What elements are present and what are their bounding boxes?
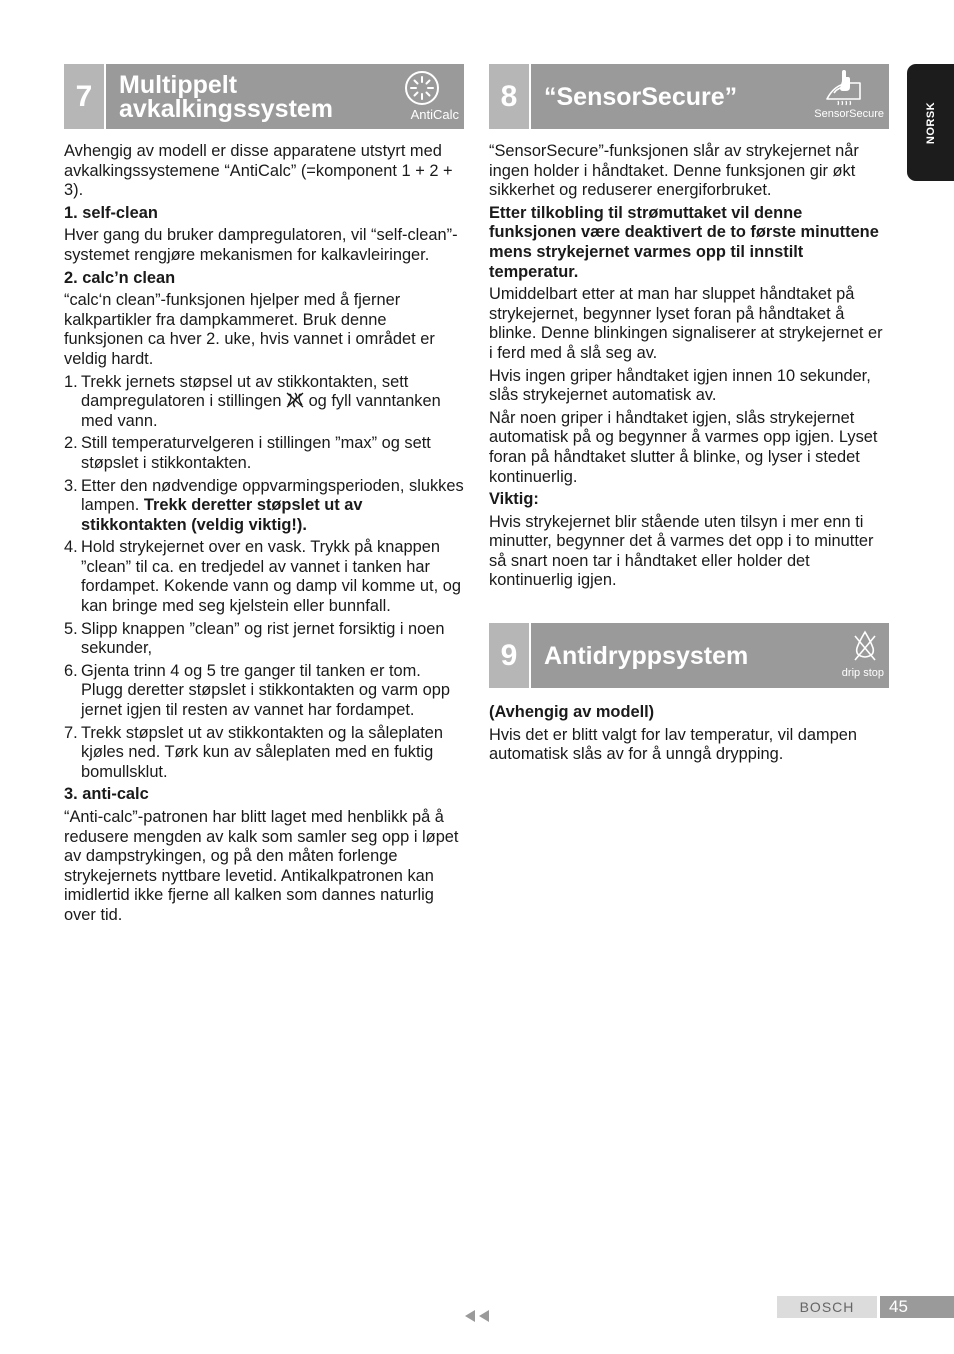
section-8-number: 8 bbox=[489, 64, 531, 129]
sensorsecure-symbol bbox=[810, 67, 886, 127]
steam-off-icon bbox=[286, 392, 304, 408]
calc-n-clean-text: “calc‘n clean”-funksjonen hjelper med å fjerner kalkpartikler fra dampkammeret. Bruk denne funksjonen ca hver 2. uke, hvis vannet i området er veldig hardt. bbox=[64, 291, 435, 368]
section-8-body bbox=[489, 142, 889, 591]
drip-stop-label: drip stop bbox=[841, 667, 884, 680]
section-9-title: Antidryppsystem bbox=[544, 641, 749, 670]
section-7-title: Multippelt avkalkingssystem bbox=[119, 70, 334, 123]
section-9-number: 9 bbox=[489, 623, 531, 688]
drip-stop-icon bbox=[850, 630, 880, 664]
list-item: 1. Trekk jernets støpsel ut av stikkontakten, sett dampregulatoren i stillingen og fyll vanntanken med vann. bbox=[64, 372, 441, 430]
sensorsecure-label: SensorSecure bbox=[814, 108, 884, 121]
section-9-text: Hvis det er blitt valgt for lav temperatur, vil dampen automatisk slås av for å unngå drypping. bbox=[489, 725, 858, 764]
self-clean-heading: 1. self-clean bbox=[64, 203, 158, 222]
section-8-header bbox=[489, 64, 889, 129]
section-8-title: “SensorSecure” bbox=[544, 82, 738, 111]
language-tab-label: NORSK bbox=[924, 101, 937, 144]
list-item: 2. Still temperaturvelgeren i stillingen ”max” og sett støpslet i stikkontakten. bbox=[64, 434, 431, 472]
anti-calc-heading: 3. anti-calc bbox=[64, 785, 149, 804]
section-7-header bbox=[64, 64, 464, 129]
section-7-intro: Avhengig av modell er disse apparatene utstyrt med avkalkingssystemene “AntiCalc” (=komponent 1 + 2 + 3). bbox=[64, 142, 453, 200]
sensorsecure-intro: “SensorSecure”-funksjonen slår av strykejernet når ingen holder i håndtaket. Denne funksjonen gir økt sikkerhet og reduserer energiforbruket. bbox=[489, 142, 859, 200]
drip-stop-symbol bbox=[810, 626, 886, 686]
section-7 bbox=[64, 64, 464, 929]
section-9-body bbox=[489, 703, 889, 765]
list-item: 6. Gjenta trinn 4 og 5 tre ganger til tanken er tom. Plugg deretter støpslet i stikkontakten og varm opp jernet igjen til resten av vannet har fordampet. bbox=[64, 661, 450, 720]
sensorsecure-warmup-note: Etter tilkobling til strømuttaket vil denne funksjonen være deaktivert de to første minuttene mens strykejernet varmes opp til innstilt temperatur. bbox=[489, 203, 879, 281]
right-column bbox=[489, 64, 889, 768]
section-7-number: 7 bbox=[64, 64, 106, 129]
sensorsecure-release-text: Umiddelbart etter at man har sluppet håndtaket på strykejernet, begynner lyset foran på håndtaket å blinke. Denne blinkingen signaliserer at strykejernet er i ferd med å slå seg av. bbox=[489, 285, 883, 362]
section-9-subheading: (Avhengig av modell) bbox=[489, 703, 655, 722]
calc-n-clean-heading: 2. calc’n clean bbox=[64, 268, 176, 287]
sensorsecure-regrip-text: Når noen griper i håndtaket igjen, slås strykejernet automatisk på og begynner å varmes opp igjen. Lyset foran på håndtaket slutter å blinke, og lyser i stedet kontinuerlig. bbox=[489, 408, 878, 486]
language-tab bbox=[907, 64, 954, 181]
section-9-header bbox=[489, 623, 889, 688]
self-clean-text: Hver gang du bruker dampregulatoren, vil “self-clean”-systemet rengjøre mekanismen for kalkavleiringer. bbox=[64, 226, 458, 264]
list-item: 3. Etter den nødvendige oppvarmingsperioden, slukkes lampen. Trekk deretter støpslet ut av stikkontakten (veldig viktig!). bbox=[64, 476, 464, 534]
calc-n-clean-steps bbox=[64, 373, 464, 783]
footer-brand: BOSCH bbox=[777, 1296, 877, 1318]
list-item: 7. Trekk støpslet ut av stikkontakten og la såleplaten kjøles ned. Tørk kun av såleplaten med en fuktig bomullsklut. bbox=[64, 723, 443, 781]
important-heading: Viktig: bbox=[489, 490, 539, 509]
section-7-body bbox=[64, 142, 464, 926]
page-number: 45 bbox=[878, 1296, 954, 1318]
previous-page-icon[interactable] bbox=[463, 1308, 491, 1324]
section-8 bbox=[489, 64, 889, 591]
important-text: Hvis strykejernet blir stående uten tilsyn i mer enn ti minutter, begynner det å varmes det opp i to minutter så snart noen tar i håndtaket eller holder det kontinuerlig igjen. bbox=[489, 512, 874, 590]
anti-calc-text: “Anti-calc”-patronen har blitt laget med henblikk på å redusere mengden av kalk som samler seg opp i løpet av dampstrykingen, og på den måten forlenge strykejernets nyttbare levetid. Antikalkpatronen kan imidlertid ikke fjerne all kalken som dannes naturlig over tid. bbox=[64, 808, 459, 924]
anticalc-label: AntiCalc bbox=[410, 107, 459, 123]
list-item: 5. Slipp knappen ”clean” og rist jernet forsiktig i noen sekunder, bbox=[64, 619, 445, 658]
anticalc-symbol bbox=[385, 67, 461, 127]
section-9 bbox=[489, 623, 889, 765]
sensorsecure-timeout-text: Hvis ingen griper håndtaket igjen innen 10 sekunder, slås strykejernet automatisk av. bbox=[489, 366, 871, 405]
anticalc-icon bbox=[403, 69, 441, 107]
sensorsecure-icon bbox=[824, 69, 864, 109]
list-item: 4. Hold strykejernet over en vask. Trykk på knappen ”clean” til ca. en tredjedel av vannet i tanken har fordampet. Kokende vann og damp vil komme ut, og kan bringe med seg kjelstein eller bunnfall. bbox=[64, 538, 461, 616]
